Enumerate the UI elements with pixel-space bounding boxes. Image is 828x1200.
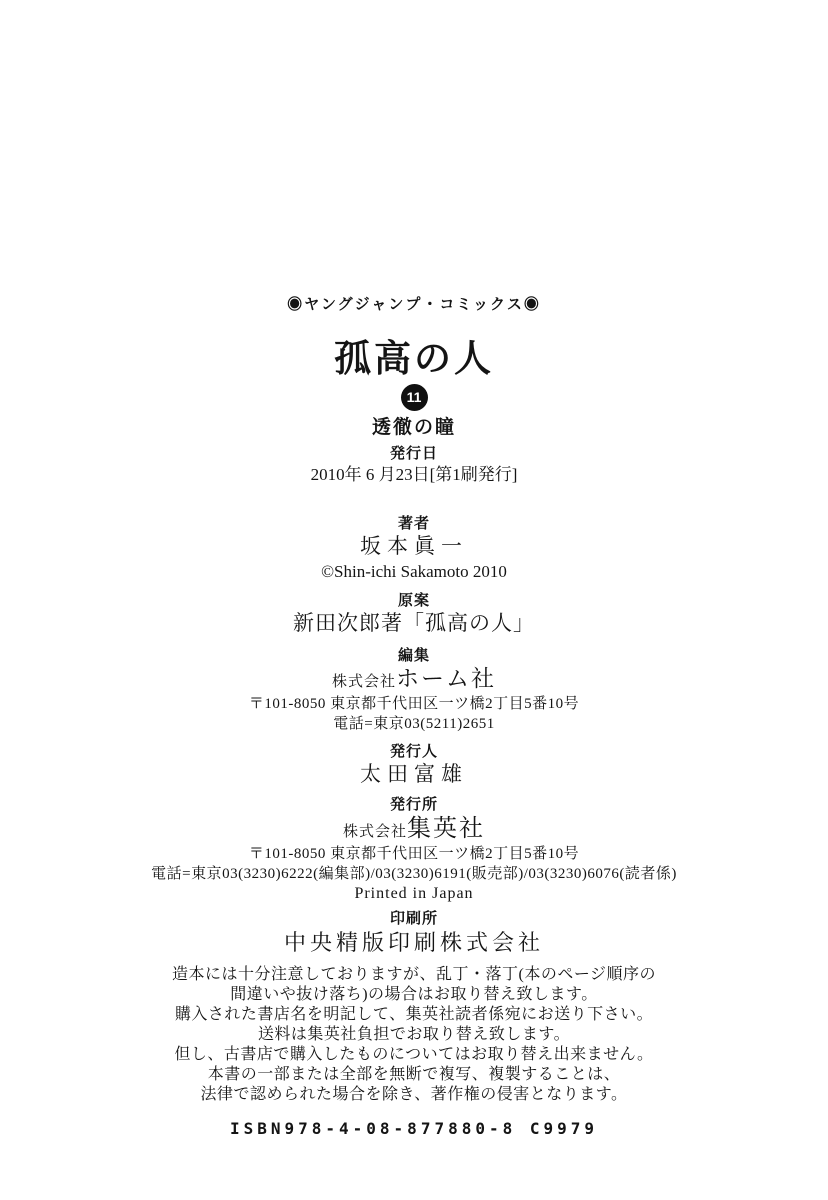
printer-label: 印刷所 [389, 910, 438, 928]
editor-address: 〒101-8050 東京都千代田区一ツ橋2丁目5番10号 [248, 695, 580, 712]
notice-line: 送料は集英社負担でお取り替え致します。 [257, 1026, 571, 1044]
original-story-label: 原案 [397, 591, 430, 609]
isbn-code: ISBN978-4-08-877880-8 C9979 [229, 1119, 599, 1139]
editor-company-name: ホーム社 [396, 666, 496, 692]
publisher-phone: 電話=東京03(3230)6222(編集部)/03(3230)6191(販売部)/03(3230)6076(読者係) [151, 866, 677, 883]
publication-date-label: 発行日 [389, 445, 438, 463]
notice-line: 本書の一部または全部を無断で複写、複製することは、 [207, 1066, 621, 1084]
publisher-company-name: 集英社 [407, 816, 485, 843]
notice-line: 購入された書店名を明記して、集英社読者係宛にお送り下さい。 [174, 1006, 654, 1024]
book-title: 孤高の人 [334, 338, 494, 379]
editor-company [332, 665, 496, 694]
volume-number-badge: 11 [401, 384, 428, 411]
publication-date: 2010年 6 月23日[第1刷発行] [310, 464, 518, 484]
publisher-person-name: 太田富雄 [360, 762, 468, 787]
notice-line: 法律で認められた場合を除き、著作権の侵害となります。 [200, 1086, 628, 1104]
publisher-label: 発行所 [389, 795, 438, 813]
printed-in-japan: Printed in Japan [354, 885, 474, 903]
author-label: 著者 [397, 514, 430, 532]
editor-phone: 電話=東京03(5211)2651 [333, 715, 495, 732]
printer-name: 中央精版印刷株式会社 [283, 929, 544, 955]
publisher-person-label: 発行人 [389, 742, 438, 760]
imprint-label: ◉ヤングジャンプ・コミックス◉ [287, 296, 541, 313]
publisher-company [343, 814, 485, 844]
notice-line: 但し、古書店で購入したものについてはお取り替え出来ません。 [174, 1046, 654, 1064]
copyright-notice: ©Shin-ichi Sakamoto 2010 [321, 561, 507, 581]
notice-line: 間違いや抜け落ち)の場合はお取り替え致します。 [230, 986, 598, 1004]
author-name: 坂本眞一 [360, 534, 468, 559]
original-story-credit: 新田次郎著「孤高の人」 [293, 611, 535, 636]
publisher-company-prefix: 株式会社 [342, 824, 407, 841]
replacement-notice [172, 965, 656, 1105]
editor-label: 編集 [397, 646, 430, 664]
editor-company-prefix: 株式会社 [331, 674, 396, 691]
subtitle: 透徹の瞳 [371, 416, 456, 438]
notice-line: 造本には十分注意しておりますが、乱丁・落丁(本のページ順序の [171, 966, 656, 984]
publisher-address: 〒101-8050 東京都千代田区一ツ橋2丁目5番10号 [248, 846, 580, 863]
